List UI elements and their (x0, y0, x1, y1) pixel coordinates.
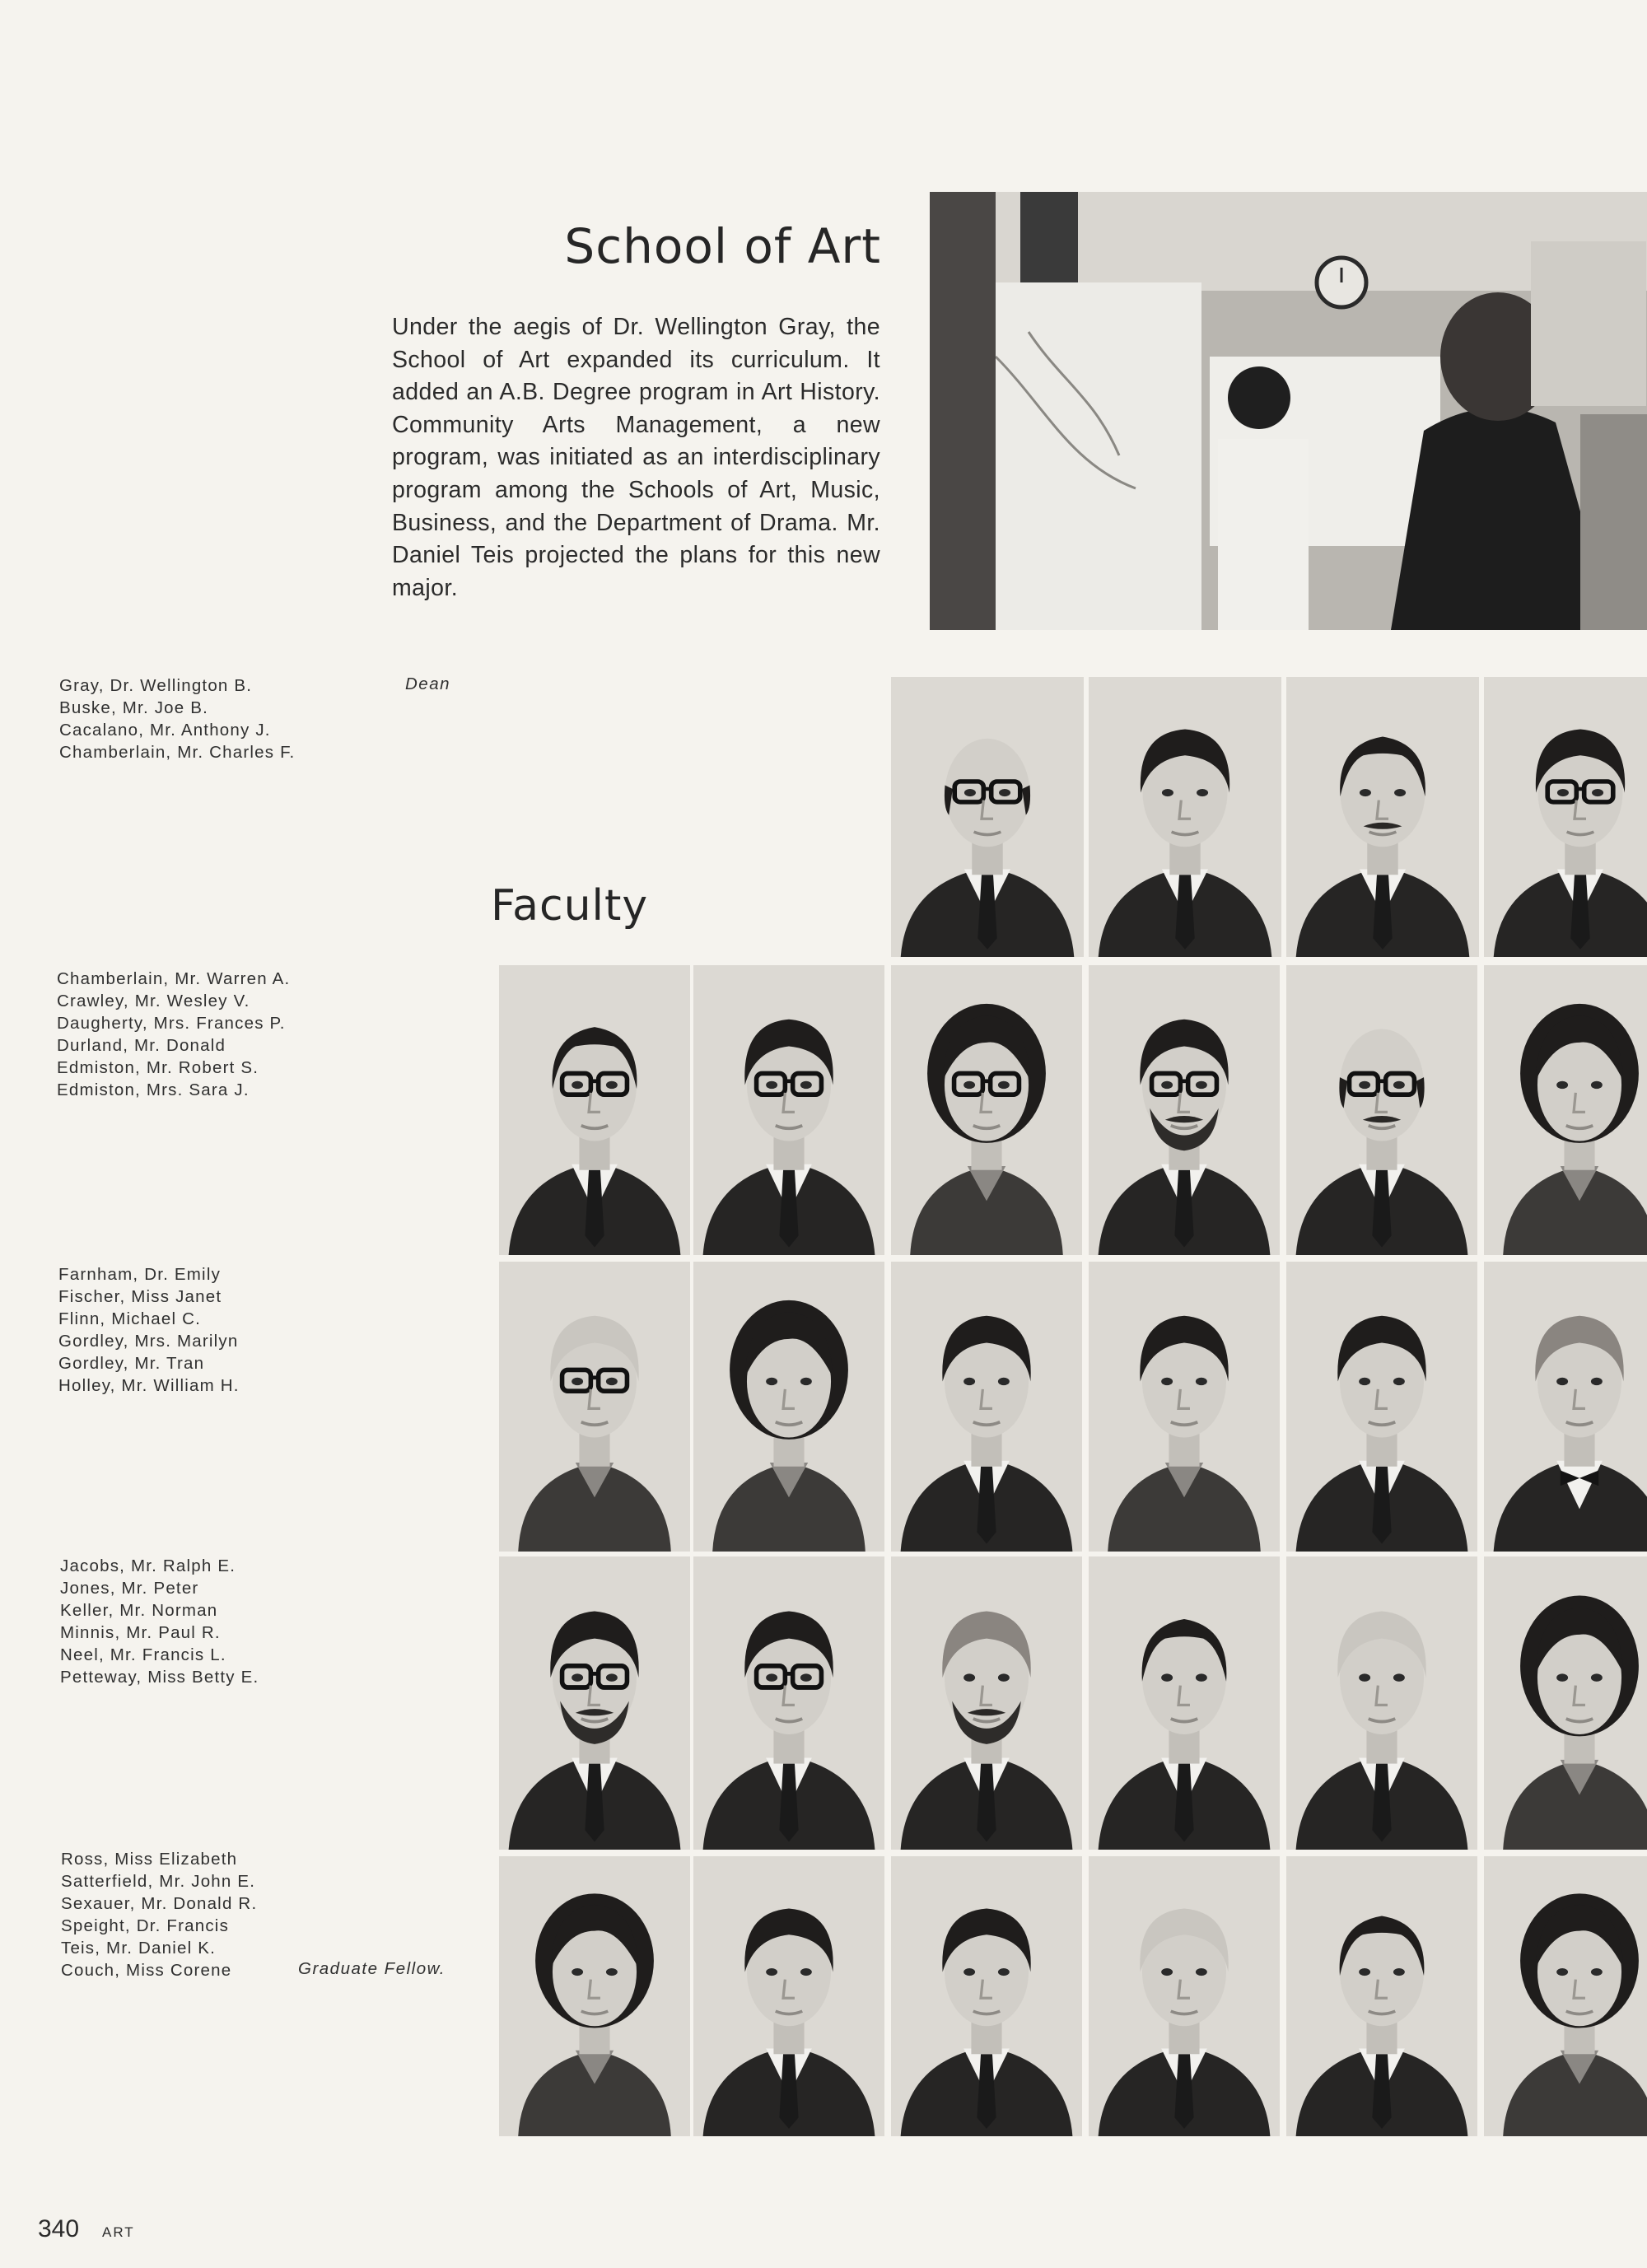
names-group-1 (59, 674, 295, 763)
role-graduate-fellow: Graduate Fellow. (298, 1959, 446, 1978)
faculty-name: Gray, Dr. Wellington B. (59, 676, 253, 695)
faculty-name: Flinn, Michael C. (58, 1309, 202, 1328)
faculty-name: Fischer, Miss Janet (58, 1287, 222, 1306)
faculty-name: Keller, Mr. Norman (60, 1601, 218, 1620)
faculty-portrait (1286, 1856, 1477, 2136)
faculty-name: Gordley, Mrs. Marilyn (58, 1332, 239, 1351)
page-number: 340 (38, 2215, 80, 2242)
faculty-portrait (1484, 965, 1647, 1255)
faculty-portrait (693, 1856, 884, 2136)
faculty-name: Neel, Mr. Francis L. (60, 1645, 226, 1664)
page-title: School of Art (564, 218, 881, 274)
faculty-name: Farnham, Dr. Emily (58, 1265, 222, 1284)
faculty-portrait (1089, 677, 1281, 957)
faculty-name: Buske, Mr. Joe B. (59, 698, 209, 717)
role-dean: Dean (405, 674, 451, 693)
faculty-name: Durland, Mr. Donald (57, 1036, 226, 1055)
faculty-portrait (693, 1556, 884, 1850)
faculty-name: Cacalano, Mr. Anthony J. (59, 721, 271, 740)
faculty-portrait (1089, 965, 1280, 1255)
names-group-5 (61, 1848, 257, 1981)
faculty-portrait (499, 1556, 690, 1850)
faculty-name: Jacobs, Mr. Ralph E. (60, 1556, 236, 1575)
faculty-name: Chamberlain, Mr. Warren A. (57, 969, 291, 988)
faculty-name: Speight, Dr. Francis (61, 1916, 230, 1935)
faculty-portrait (1089, 1556, 1280, 1850)
faculty-portrait (1286, 965, 1477, 1255)
faculty-name: Crawley, Mr. Wesley V. (57, 992, 250, 1010)
classroom-photo (930, 192, 1647, 630)
faculty-name: Petteway, Miss Betty E. (60, 1668, 259, 1687)
faculty-portrait (693, 965, 884, 1255)
faculty-name: Daugherty, Mrs. Frances P. (57, 1014, 286, 1033)
intro-paragraph: Under the aegis of Dr. Wellington Gray, the School of Art expanded its curriculum. It added an A.B. Degree program in Art History. Community Arts Management, a new program, was initiated as an interdisciplinary program among the Schools of Art, Music, Business, and the Department of Drama. Mr. Daniel Teis projected the plans for this new major. (392, 314, 880, 601)
faculty-name: Edmiston, Mrs. Sara J. (57, 1080, 250, 1099)
faculty-name: Gordley, Mr. Tran (58, 1354, 205, 1373)
faculty-portrait (1484, 677, 1647, 957)
faculty-portrait (1286, 1262, 1477, 1552)
faculty-name: Jones, Mr. Peter (60, 1579, 199, 1598)
faculty-portrait (499, 965, 690, 1255)
faculty-portrait (891, 1262, 1082, 1552)
names-group-3 (58, 1263, 240, 1397)
faculty-portrait (499, 1262, 690, 1552)
faculty-name: Chamberlain, Mr. Charles F. (59, 743, 296, 762)
faculty-portrait (499, 1856, 690, 2136)
faculty-name: Holley, Mr. William H. (58, 1376, 240, 1395)
faculty-name: Teis, Mr. Daniel K. (61, 1939, 216, 1958)
faculty-name: Couch, Miss Corene (61, 1961, 232, 1980)
faculty-portrait (1484, 1556, 1647, 1850)
names-group-2 (57, 968, 290, 1101)
faculty-portrait (891, 677, 1084, 957)
faculty-portrait (1089, 1262, 1280, 1552)
faculty-portrait (693, 1262, 884, 1552)
faculty-name: Satterfield, Mr. John E. (61, 1872, 256, 1891)
faculty-portrait (891, 965, 1082, 1255)
faculty-portrait (1286, 1556, 1477, 1850)
faculty-portrait (1484, 1856, 1647, 2136)
names-group-4 (60, 1555, 259, 1688)
faculty-portrait (1484, 1262, 1647, 1552)
faculty-name: Edmiston, Mr. Robert S. (57, 1058, 259, 1077)
faculty-name: Minnis, Mr. Paul R. (60, 1623, 221, 1642)
faculty-portrait (891, 1856, 1082, 2136)
faculty-heading: Faculty (491, 881, 649, 931)
section-label: ART (102, 2224, 135, 2240)
faculty-name: Sexauer, Mr. Donald R. (61, 1894, 258, 1913)
faculty-name: Ross, Miss Elizabeth (61, 1850, 238, 1869)
faculty-portrait (1286, 677, 1479, 957)
faculty-portrait (1089, 1856, 1280, 2136)
faculty-portrait (891, 1556, 1082, 1850)
